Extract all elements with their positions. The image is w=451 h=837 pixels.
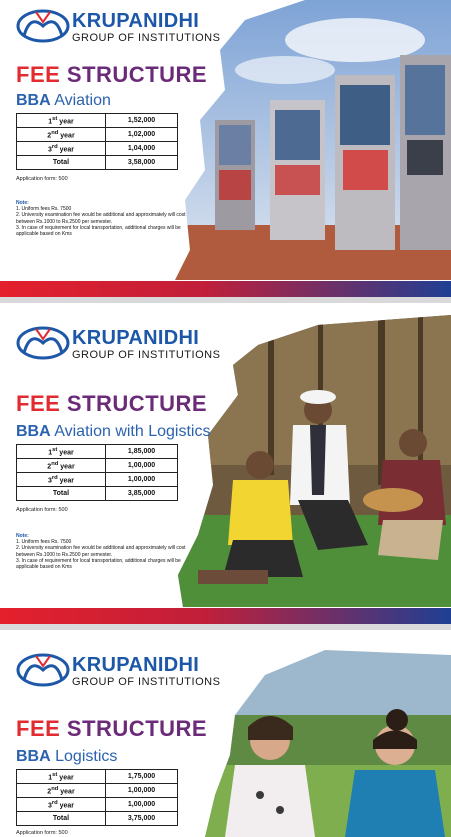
title-word-structure: STRUCTURE	[66, 716, 208, 741]
total-label: Total	[17, 487, 106, 501]
krupanidhi-logo	[16, 652, 221, 690]
fee-structure-title	[16, 62, 207, 88]
students-outdoor-photo	[205, 645, 451, 837]
fee-table	[16, 769, 178, 826]
year-cell: 1st year	[17, 445, 106, 459]
fee-structure-title	[16, 391, 207, 417]
fee-structure-title	[16, 716, 207, 742]
program-rest: Logistics	[50, 748, 118, 765]
program-bold: BBA	[16, 423, 51, 440]
fee-cell: 1,04,000	[106, 142, 178, 156]
year-cell: 3rd year	[17, 142, 106, 156]
brand-name: KRUPANIDHI	[72, 10, 200, 32]
footer-gradient-bar	[0, 608, 451, 624]
footer-gradient-bar	[0, 281, 451, 297]
year-cell: 2nd year	[17, 784, 106, 798]
fee-cell: 1,00,000	[106, 784, 178, 798]
total-fee: 3,58,000	[106, 156, 178, 170]
table-row	[17, 459, 178, 473]
total-fee: 3,85,000	[106, 487, 178, 501]
table-row	[17, 784, 178, 798]
fee-panel-bba-aviation	[0, 0, 451, 297]
table-row	[17, 770, 178, 784]
krupanidhi-logo	[16, 8, 221, 46]
fee-panel-bba-aviation-logistics	[0, 303, 451, 624]
program-rest: Aviation	[50, 92, 111, 109]
total-label: Total	[17, 812, 106, 826]
brand-tagline: GROUP OF INSTITUTIONS	[72, 676, 221, 688]
title-word-fee: FEE	[16, 62, 61, 87]
fee-cell: 1,85,000	[106, 445, 178, 459]
program-name	[16, 92, 111, 110]
program-bold: BBA	[16, 748, 51, 765]
total-row	[17, 156, 178, 170]
fee-cell: 1,75,000	[106, 770, 178, 784]
note-item: 3. In case of requirement for local transportation, additional charges will be applicable based on Kms	[16, 557, 181, 571]
crest-icon	[16, 8, 70, 44]
program-name	[16, 748, 117, 766]
title-word-structure: STRUCTURE	[66, 62, 208, 87]
program-name	[16, 423, 210, 441]
note-item: 3. In case of requirement for local transportation, additional charges will be applicable based on Kms	[16, 224, 181, 238]
title-word-fee: FEE	[16, 391, 61, 416]
total-row	[17, 812, 178, 826]
year-cell: 1st year	[17, 770, 106, 784]
note-item: 2. University examination fee would be additional and approximately will cost between Rs.1000 to Rs.2500 per semester.	[16, 545, 186, 558]
notes-title: Note:	[16, 533, 29, 539]
brand-name: KRUPANIDHI	[72, 327, 200, 349]
application-form-fee: Application form: 500	[16, 176, 68, 182]
brand-tagline: GROUP OF INSTITUTIONS	[72, 32, 221, 44]
fee-cell: 1,02,000	[106, 128, 178, 142]
total-fee: 3,75,000	[106, 812, 178, 826]
table-row	[17, 114, 178, 128]
krupanidhi-logo	[16, 325, 221, 363]
fee-cell: 1,52,000	[106, 114, 178, 128]
program-bold: BBA	[16, 92, 51, 109]
title-word-fee: FEE	[16, 716, 61, 741]
notes-block	[16, 533, 186, 570]
application-form-fee: Application form: 500	[16, 507, 68, 513]
title-word-structure: STRUCTURE	[66, 391, 208, 416]
notes-title: Note:	[16, 200, 29, 206]
table-row	[17, 142, 178, 156]
note-item: 1. Uniform fees Rs. 7500	[16, 206, 72, 213]
fee-cell: 1,00,000	[106, 473, 178, 487]
crest-icon	[16, 652, 70, 688]
total-label: Total	[17, 156, 106, 170]
fee-table	[16, 113, 178, 170]
crest-icon	[16, 325, 70, 361]
year-cell: 1st year	[17, 114, 106, 128]
year-cell: 3rd year	[17, 473, 106, 487]
application-form-fee: Application form: 500	[16, 830, 68, 836]
year-cell: 3rd year	[17, 798, 106, 812]
note-item: 2. University examination fee would be additional and approximately will cost between Rs.1000 to Rs.2500 per semester.	[16, 212, 186, 225]
brand-name: KRUPANIDHI	[72, 654, 200, 676]
notes-block	[16, 200, 186, 237]
program-rest: Aviation with Logistics	[50, 423, 211, 440]
year-cell: 2nd year	[17, 128, 106, 142]
table-row	[17, 798, 178, 812]
fee-panel-bba-logistics	[0, 630, 451, 837]
brand-tagline: GROUP OF INSTITUTIONS	[72, 349, 221, 361]
fee-cell: 1,00,000	[106, 798, 178, 812]
table-row	[17, 445, 178, 459]
table-row	[17, 473, 178, 487]
note-item: 1. Uniform fees Rs. 7500	[16, 539, 72, 546]
table-row	[17, 128, 178, 142]
fee-table	[16, 444, 178, 501]
fee-cell: 1,00,000	[106, 459, 178, 473]
total-row	[17, 487, 178, 501]
year-cell: 2nd year	[17, 459, 106, 473]
